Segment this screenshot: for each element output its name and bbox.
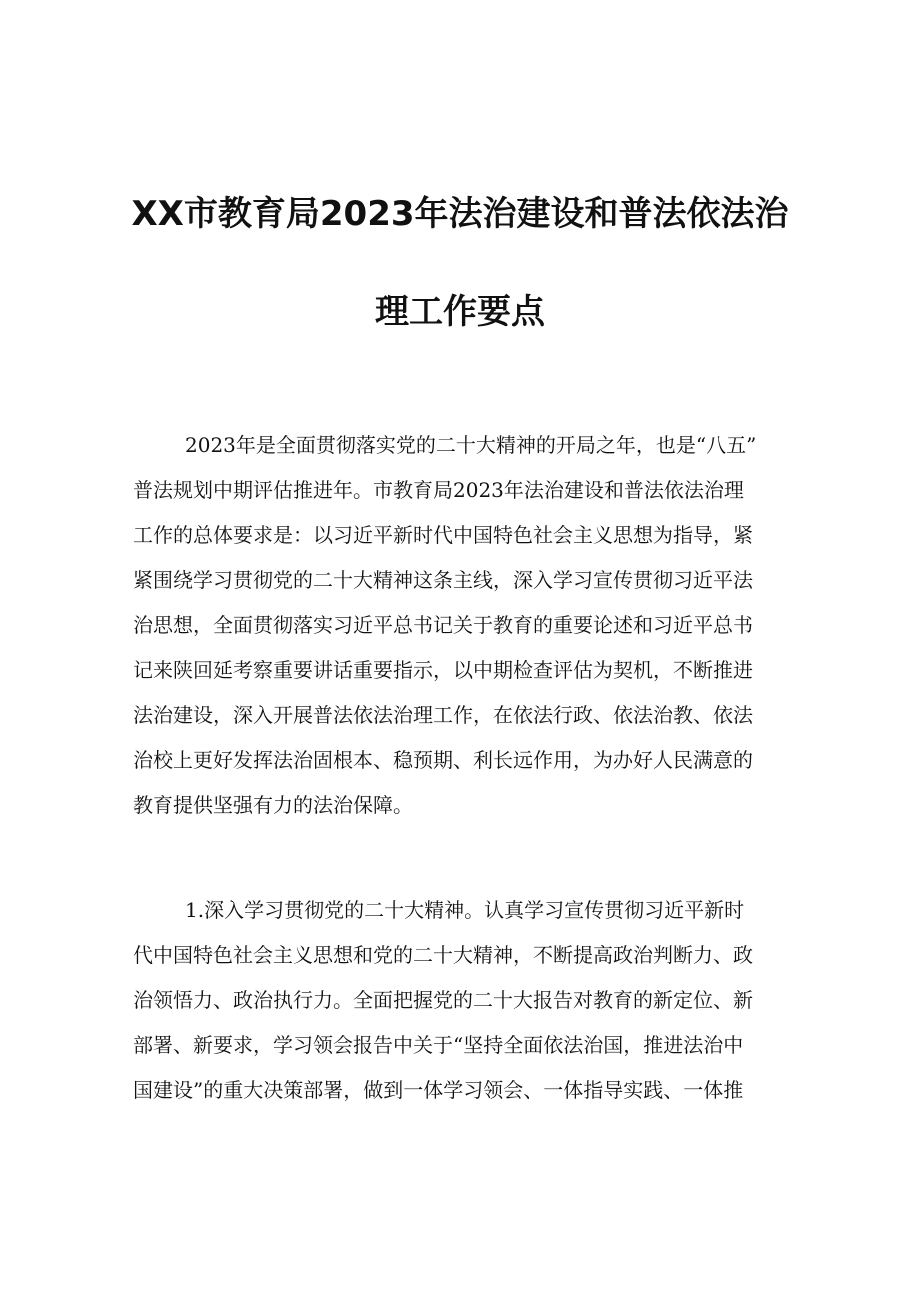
paragraph-line: 国建设”的重大决策部署，做到一体学习领会、一体指导实践、一体推 — [133, 1078, 744, 1102]
paragraph-line: 代中国特色社会主义思想和党的二十大精神，不断提高政治判断力、政 — [133, 943, 753, 967]
document-title-line-2: 理工作要点 — [375, 292, 545, 332]
paragraph-line: 记来陕回延考察重要讲话重要指示，以中期检查评估为契机，不断推进 — [133, 658, 753, 682]
paragraph-line: 紧围绕学习贯彻党的二十大精神这条主线，深入学习宣传贯彻习近平法 — [133, 568, 753, 592]
paragraph-line: 2023年是全面贯彻落实党的二十大精神的开局之年，也是“八五” — [185, 433, 757, 457]
paragraph-line: 治校上更好发挥法治固根本、稳预期、利长远作用，为办好人民满意的 — [133, 748, 753, 772]
paragraph-line: 法治建设，深入开展普法依法治理工作，在依法行政、依法治教、依法 — [133, 703, 753, 727]
paragraph-line: 普法规划中期评估推进年。市教育局2023年法治建设和普法依法治理 — [133, 478, 744, 502]
paragraph-line: 工作的总体要求是：以习近平新时代中国特色社会主义思想为指导，紧 — [133, 523, 753, 547]
paragraph-line: 教育提供坚强有力的法治保障。 — [133, 793, 413, 817]
paragraph-overview — [133, 423, 795, 828]
paragraph-line: 治思想，全面贯彻落实习近平总书记关于教育的重要论述和习近平总书 — [133, 613, 753, 637]
paragraph-line: 部署、新要求，学习领会报告中关于“坚持全面依法治国，推进法治中 — [133, 1033, 744, 1057]
paragraph-item-1 — [133, 888, 795, 1113]
paragraph-line: 1.深入学习贯彻党的二十大精神。认真学习宣传贯彻习近平新时 — [185, 898, 745, 922]
document-title-line-1: XX市教育局2023年法治建设和普法依法治 — [131, 194, 789, 234]
paragraph-line: 治领悟力、政治执行力。全面把握党的二十大报告对教育的新定位、新 — [133, 988, 753, 1012]
